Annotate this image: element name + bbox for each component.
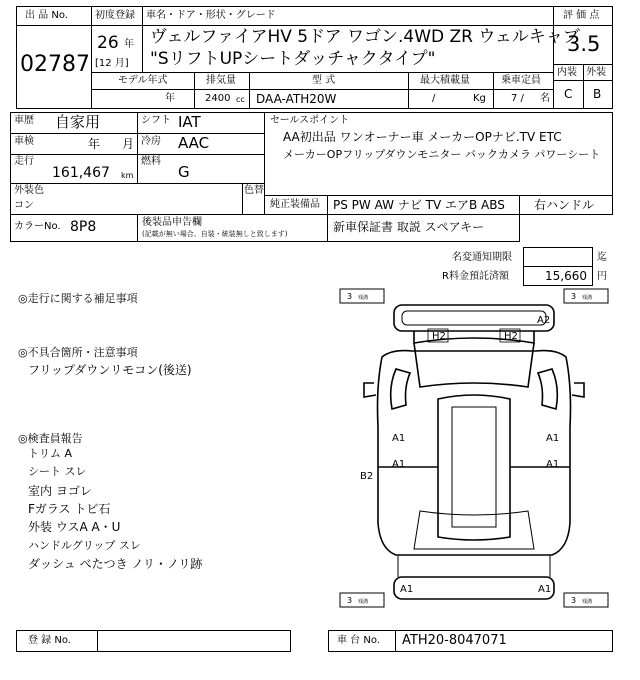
damage-mark: A1: [400, 584, 414, 595]
tire-label-small: 残溝: [582, 599, 593, 605]
front-bumper-outline: [394, 305, 554, 331]
inspector-item: シート スレ: [28, 465, 87, 478]
right-mirror: [572, 383, 584, 397]
model-year-unit: 年: [165, 93, 175, 104]
recycle-value: 15,660: [545, 269, 587, 283]
tire-label: 3: [347, 596, 353, 605]
max-load-label: 最大積載量: [420, 75, 470, 86]
chassis-label: 車 台 No.: [337, 635, 380, 646]
windshield-outline: [414, 343, 534, 387]
sales-points-line1: AA初出品 ワンオーナー車 メーカーOPナビ.TV ETC: [283, 130, 562, 144]
damage-mark: A1: [546, 459, 560, 470]
model-year-label: モデル年式: [118, 75, 168, 86]
damage-mark: A2: [537, 315, 551, 326]
right-side-window: [538, 369, 557, 409]
type-code: DAA-ATH20W: [256, 92, 337, 106]
inspector-header: ◎検査員報告: [18, 432, 83, 445]
fuel-value: G: [178, 163, 190, 181]
inspector-item: ハンドルグリップ スレ: [28, 539, 141, 552]
damage-mark: H2: [504, 331, 518, 342]
score-value: 3.5: [567, 32, 601, 56]
equipment-label: 純正装備品: [270, 199, 320, 210]
color-change-label: 色替: [244, 185, 264, 196]
retrofit-note: (記載が無い場合、自装・統装無しと致します): [142, 230, 288, 238]
exterior-grade: B: [593, 87, 602, 101]
first-reg-label: 初度登録: [95, 10, 135, 21]
interior-label: 内装: [557, 67, 577, 78]
equipment-value: PS PW AW ナビ TV エアB ABS: [333, 198, 505, 212]
tire-label: 3: [347, 292, 353, 301]
inspection-month: 月: [122, 137, 135, 151]
shift-value: IAT: [178, 113, 201, 131]
inspector-item: 外装 ウスA A・U: [28, 520, 121, 534]
tire-label-small: 残溝: [582, 295, 593, 301]
damage-mark: B2: [360, 471, 374, 482]
displacement-unit: cc: [236, 95, 245, 104]
shift-label: シフト: [141, 115, 171, 126]
model-label: 車名・ドア・形状・グレード: [146, 10, 276, 21]
inspector-item: ダッシュ べたつき ノリ・ノリ跡: [28, 557, 203, 571]
score-label: 評 価 点: [563, 10, 600, 21]
exterior-label: 外装: [586, 67, 606, 78]
damage-mark: A1: [538, 584, 552, 595]
model-line1: ヴェルファイアHV 5ドア ワゴン.4WD ZR ウェルキャブ: [150, 27, 580, 47]
rear-bumper-outline: [394, 577, 554, 599]
defect-item: フリップダウンリモコン(後送): [28, 363, 192, 377]
tire-label-small: 残溝: [358, 295, 369, 301]
rear-panel: [398, 555, 550, 577]
sales-points-line2: メーカーOPフリップダウンモニター バックカメラ パワーシート: [283, 148, 601, 161]
model-line2: "SリフトUPシートダッチャクタイプ": [150, 49, 436, 69]
first-reg-month: [12 月]: [95, 58, 129, 69]
displacement-value: 2400: [205, 93, 231, 104]
tire-label: 3: [571, 292, 577, 301]
rear-window-outline: [414, 511, 534, 549]
history-label: 車歴: [14, 115, 34, 126]
ac-value: AAC: [178, 134, 210, 152]
name-change-label: 名変通知期限: [452, 252, 512, 263]
first-reg-year: 26: [97, 33, 119, 53]
inspector-item: 室内 ヨゴレ: [28, 484, 92, 498]
sales-points-label: セールスポイント: [270, 115, 350, 126]
capacity-value: 7 /: [511, 93, 524, 104]
mileage-unit: km: [121, 171, 134, 180]
damage-mark: H2: [432, 331, 446, 342]
left-side-window: [391, 369, 410, 409]
ext-color-cell: [10, 183, 243, 215]
tire-label-small: 残溝: [358, 599, 369, 605]
name-change-unit: 迄: [597, 252, 607, 263]
capacity-unit: 名: [540, 93, 550, 104]
fuel-label: 燃料: [141, 156, 161, 167]
lot-number: 02787: [20, 52, 90, 77]
mileage-value: 161,467: [52, 165, 110, 181]
car-damage-diagram: [336, 287, 612, 609]
chassis-number: ATH20-8047071: [402, 633, 507, 648]
color-no-value: 8P8: [70, 219, 97, 235]
recycle-label: R料金預託済額: [442, 271, 509, 282]
damage-mark: A1: [392, 433, 406, 444]
warranty-value: 新車保証書 取説 スペアキー: [333, 220, 485, 234]
color-no-label: カラーNo.: [14, 221, 61, 232]
history-value: 自家用: [55, 113, 101, 131]
mileage-label: 走行: [14, 156, 34, 167]
reg-value-cell: [97, 630, 291, 652]
inspector-item: Fガラス トビ石: [28, 502, 111, 516]
left-mirror: [364, 383, 376, 397]
roof-inner: [452, 407, 496, 527]
damage-mark: A1: [546, 433, 560, 444]
damage-mark: A1: [392, 459, 406, 470]
defects-header: ◎不具合箇所・注意事項: [18, 346, 138, 359]
ext-color-label: 外装色: [14, 185, 44, 196]
model-year-cell: [91, 89, 195, 109]
name-change-box: [523, 247, 593, 267]
interior-grade: C: [564, 87, 573, 101]
capacity-label: 乗車定員: [501, 75, 541, 86]
max-load-sep: /: [432, 93, 436, 104]
inspection-label: 車検: [14, 136, 34, 147]
inspector-item: トリム A: [28, 447, 73, 460]
inspection-year: 年: [88, 137, 101, 151]
recycle-unit: 円: [597, 271, 607, 282]
reg-label: 登 録 No.: [28, 635, 71, 646]
handle-value: 右ハンドル: [534, 198, 595, 212]
displacement-label: 排気量: [206, 75, 236, 86]
lot-label: 出 品 No.: [25, 10, 68, 21]
type-label: 型 式: [312, 75, 336, 86]
front-bumper-inner: [402, 311, 546, 325]
ext-color-value: コン: [14, 200, 34, 211]
max-load-unit: Kg: [473, 93, 486, 104]
tire-label: 3: [571, 596, 577, 605]
first-reg-year-unit: 年: [124, 39, 134, 50]
ac-label: 冷房: [141, 136, 161, 147]
driving-header: ◎走行に関する補足事項: [18, 292, 138, 305]
retrofit-label: 後装品申告欄: [142, 217, 202, 228]
roof-center: [438, 395, 510, 540]
